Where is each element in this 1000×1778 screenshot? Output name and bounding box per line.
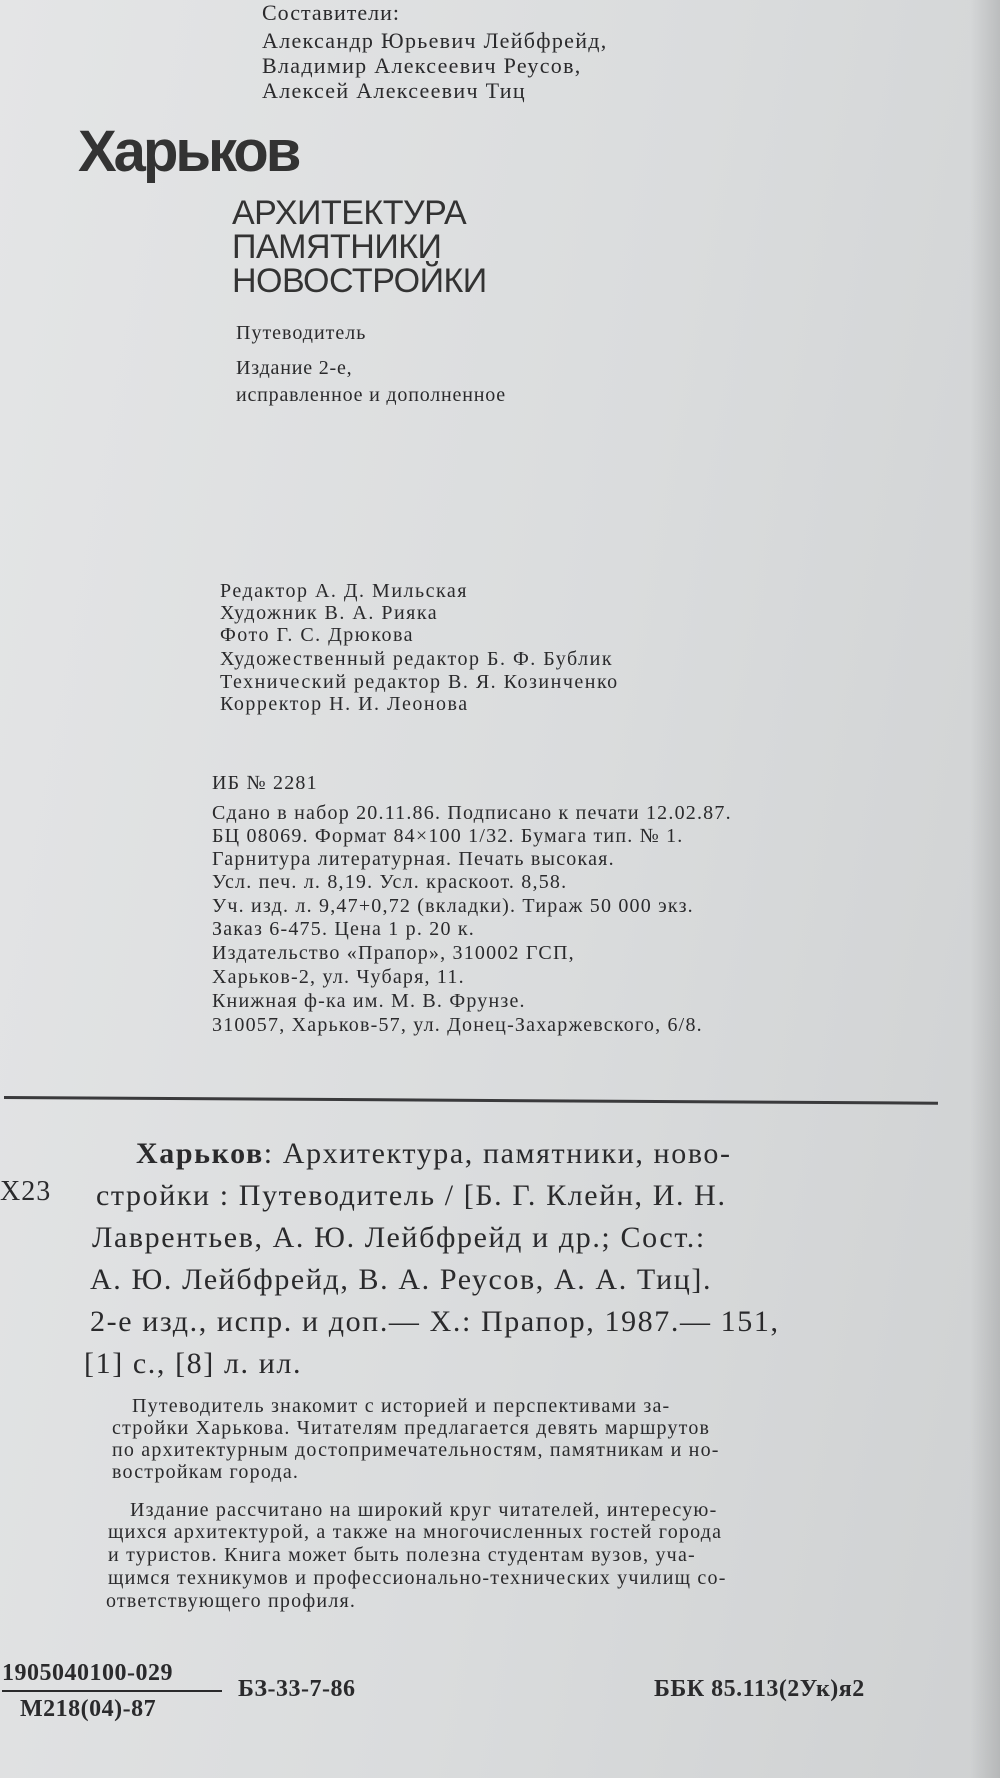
biblio-line: 2-е изд., испр. и доп.— Х.: Прапор, 1987.— 151, [90,1305,780,1338]
annotation-line: Путеводитель знакомит с историей и перспективами за- [132,1395,671,1417]
catalog-code: Х23 [0,1176,52,1207]
credit-line: Художник В. А. Рияка [220,602,439,624]
imprint-line: Гарнитура литературная. Печать высокая. [212,848,615,870]
imprint-line: БЦ 08069. Формат 84×100 1/32. Бумага тип. № 1. [212,825,684,847]
subtitle-line: НОВОСТРОЙКИ [232,262,487,300]
subtitle-line: ПАМЯТНИКИ [232,228,442,266]
imprint-line: Харьков-2, ул. Чубаря, 11. [212,966,465,988]
bbk-code: ББК 85.113(2Ук)я2 [654,1676,865,1702]
page-edge-shadow [970,0,1000,1778]
biblio-line: стройки : Путеводитель / [Б. Г. Клейн, И. Н. [96,1179,727,1212]
annotation-line: стройки Харькова. Читателям предлагается девять маршрутов [112,1417,711,1439]
annotation-line: и туристов. Книга может быть полезна студентам вузов, уча- [108,1544,696,1566]
credit-line: Редактор А. Д. Мильская [220,580,468,602]
imprint-line: Усл. печ. л. 8,19. Усл. краскоот. 8,58. [212,871,568,893]
imprint-line: Книжная ф-ка им. М. В. Фрунзе. [212,990,526,1012]
annotation-line: щимся техникумов и профессионально-технических училищ со- [108,1567,727,1589]
compilers-label: Составители: [262,0,401,25]
subtitle-line: АРХИТЕКТУРА [232,194,467,232]
annotation-line: ответствующего профиля. [106,1590,357,1612]
imprint-line: Издательство «Прапор», 310002 ГСП, [212,942,575,964]
credit-line: Корректор Н. И. Леонова [220,693,469,715]
code-denominator: М218(04)-87 [20,1696,157,1722]
imprint-line: Заказ 6-475. Цена 1 р. 20 к. [212,918,475,940]
section-divider [4,1096,938,1105]
biblio-line: Лаврентьев, А. Ю. Лейбфрейд и др.; Сост.: [92,1221,706,1254]
biblio-title: Харьков [136,1137,264,1170]
compiler-name: Владимир Алексеевич Реусов, [262,53,582,78]
genre-label: Путеводитель [236,322,367,344]
imprint-line: Уч. изд. л. 9,47+0,72 (вкладки). Тираж 50 000 экз. [212,895,694,917]
edition-line: исправленное и дополненное [236,384,506,406]
compiler-name: Александр Юрьевич Лейбфрейд, [262,28,608,53]
code-fraction-line [2,1690,222,1692]
biblio-title-rest: : Архитектура, памятники, ново- [263,1137,732,1170]
credit-line: Технический редактор В. Я. Козинченко [220,671,619,693]
imprint-line: Сдано в набор 20.11.86. Подписано к печати 12.02.87. [212,802,732,824]
annotation-line: по архитектурным достопримечательностям, памятникам и но- [112,1439,720,1461]
biblio-line: А. Ю. Лейбфрейд, В. А. Реусов, А. А. Тиц]. [90,1263,713,1296]
biblio-line: [1] с., [8] л. ил. [84,1347,303,1380]
annotation-line: Издание рассчитано на широкий круг читателей, интересую- [130,1499,718,1521]
biblio-line-1 [136,1134,732,1173]
compiler-name: Алексей Алексеевич Тиц [262,78,526,103]
imprint-line: 310057, Харьков-57, ул. Донец-Захаржевского, 6/8. [212,1014,703,1036]
credit-line: Фото Г. С. Дрюкова [220,624,415,646]
annotation-line: востройкам города. [112,1461,300,1483]
code-numerator: 1905040100-029 [2,1660,173,1686]
annotation-line: щихся архитектурой, а также на многочисленных гостей города [108,1521,723,1543]
imprint-line: ИБ № 2281 [212,772,318,794]
edition-line: Издание 2-е, [236,357,353,379]
bz-code: БЗ-33-7-86 [238,1676,356,1702]
book-title: Харьков [78,119,299,184]
credit-line: Художественный редактор Б. Ф. Бублик [220,648,614,670]
